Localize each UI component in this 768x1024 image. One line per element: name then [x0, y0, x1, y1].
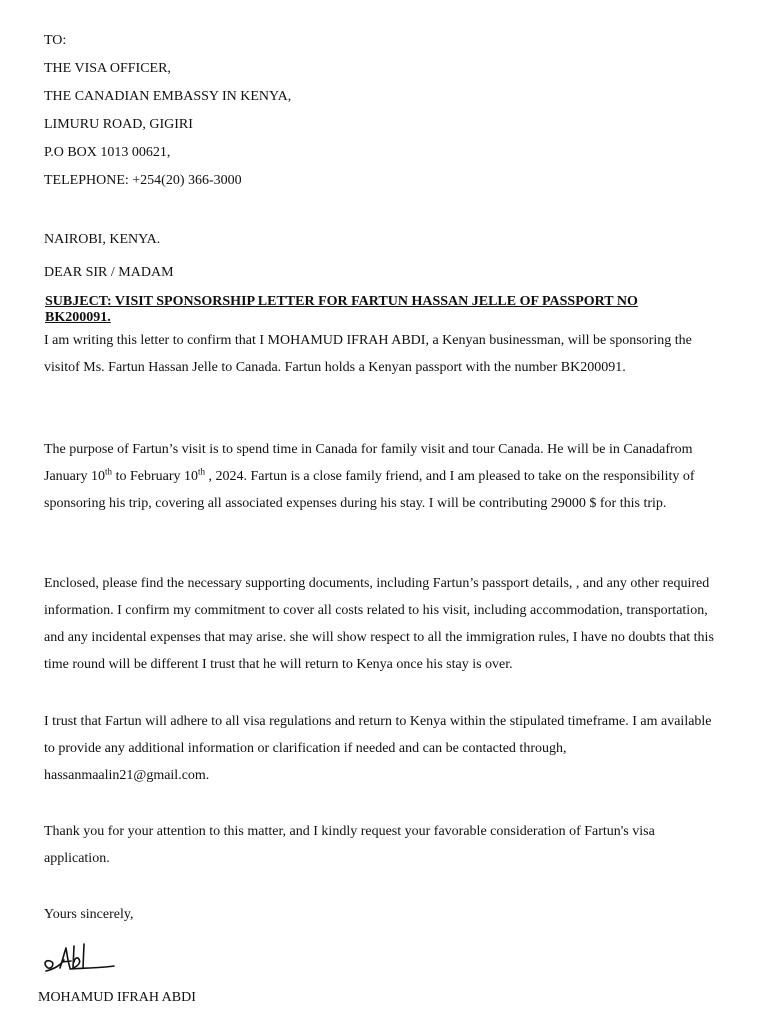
- recipient-line-1: THE VISA OFFICER,: [44, 61, 171, 76]
- subject-heading: [45, 294, 705, 326]
- paragraph-2: [44, 436, 714, 517]
- signer-name: MOHAMUD IFRAH ABDI: [38, 990, 196, 1005]
- recipient-line-3: LIMURU ROAD, GIGIRI: [44, 117, 193, 132]
- subject-line-1: SUBJECT: VISIT SPONSORSHIP LETTER FOR FARTUN HASSAN JELLE OF PASSPORT NO: [45, 294, 638, 309]
- closing: Yours sincerely,: [44, 907, 134, 922]
- location: NAIROBI, KENYA.: [44, 232, 161, 247]
- paragraph-1: I am writing this letter to confirm that I MOHAMUD IFRAH ABDI, a Kenyan businessman, will be sponsoring the visitof Ms. Fartun Hassan Jelle to Canada. Fartun holds a Kenyan passport with the number BK200091.: [44, 333, 692, 375]
- recipient-to: TO:: [44, 33, 67, 48]
- paragraph-5: Thank you for your attention to this matter, and I kindly request your favorable consideration of Fartun's visa application.: [44, 824, 655, 866]
- subject-line-2: BK200091.: [45, 310, 111, 325]
- paragraph-4: I trust that Fartun will adhere to all visa regulations and return to Kenya within the stipulated timeframe. I am available to provide any additional information or clarification if needed and can be contacted through, hassanmaalin21@gmail.com.: [44, 714, 712, 783]
- recipient-line-5: TELEPHONE: +254(20) 366-3000: [44, 173, 242, 188]
- paragraph-2-sup-2: th: [198, 466, 206, 477]
- recipient-line-4: P.O BOX 1013 00621,: [44, 145, 171, 160]
- paragraph-2-part-3: , 2024. Fartun is a close family friend, and I am pleased to take on the responsibility of sponsoring his trip, covering all associated expenses during his stay. I will be contributing 29000 $ for this trip.: [44, 469, 695, 511]
- paragraph-2-part-2: to February 10: [112, 469, 198, 484]
- paragraph-2-sup-1: th: [105, 466, 113, 477]
- salutation: DEAR SIR / MADAM: [44, 265, 174, 280]
- recipient-line-2: THE CANADIAN EMBASSY IN KENYA,: [44, 89, 292, 104]
- paragraph-3: Enclosed, please find the necessary supporting documents, including Fartun’s passport details, , and any other required information. I confirm my commitment to cover all costs related to his visit, including accommodation, transportation, and any incidental expenses that may arise. she will show respect to all the immigration rules, I have no doubts that this time round will be different I trust that he will return to Kenya once his stay is over.: [44, 576, 714, 672]
- paragraph-2-part-1: The purpose of Fartun’s visit is to spend time in Canada for family visit and tour Canada. He will be in Canadafrom January 10: [44, 442, 693, 484]
- signature-icon: [40, 938, 120, 978]
